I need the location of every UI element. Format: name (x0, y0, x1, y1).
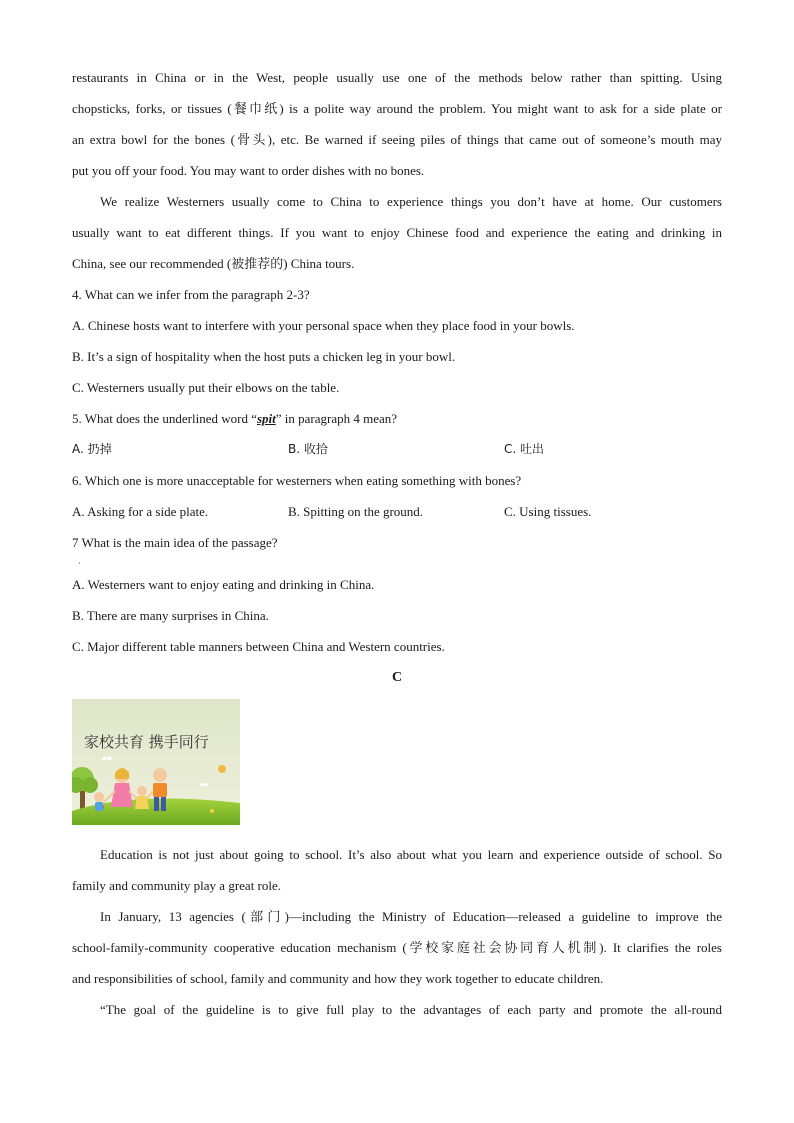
document-page (72, 62, 722, 1025)
option-c: C. Using tissues. (504, 504, 592, 519)
question-stem: 4. What can we infer from the paragraph 2-3? (72, 287, 310, 302)
text-line: put you off your food. You may want to order dishes with no bones. (72, 163, 425, 178)
stem-text-after: ” in paragraph 4 mean? (275, 411, 398, 426)
option-a: A. 扔掉 (72, 442, 112, 456)
option-b: B. Spitting on the ground. (288, 504, 424, 519)
question-7 (72, 527, 722, 662)
text-line: In January, 13 agencies (部门)—including the Ministry of Education—released a guideline to improve the (100, 909, 722, 924)
text-line: restaurants in China or in the West, people usually use one of the methods below rather than spitting. Using (72, 70, 722, 85)
underlined-word: spit (256, 411, 276, 426)
question-6 (72, 465, 722, 527)
option-b: B. It’s a sign of hospitality when the host puts a chicken leg in your bowl. (72, 349, 456, 364)
text-line: an extra bowl for the bones (骨头), etc. Be warned if seeing piles of things that came out of someone’s mouth may (72, 132, 722, 147)
text-line: China, see our recommended (被推荐的) China tours. (72, 256, 355, 271)
options-row (72, 434, 722, 465)
stem-text-before: 5. What does the underlined word “ (72, 411, 257, 426)
option-a: A. Chinese hosts want to interfere with your personal space when they place food in your bowls. (72, 318, 575, 333)
text-line: family and community play a great role. (72, 878, 282, 893)
option-c: C. Major different table manners between China and Western countries. (72, 639, 445, 654)
options-row (72, 496, 722, 527)
option-c: C. Westerners usually put their elbows on the table. (72, 380, 340, 395)
passage-c-paragraph-3 (72, 994, 722, 1025)
passage-b-paragraph-2 (72, 186, 722, 279)
text-line: usually want to eat different things. If you want to enjoy Chinese food and experience the eating and drinking in (72, 225, 722, 240)
text-line: We realize Westerners usually come to China to experience things you don’t have at home. Our customers (100, 194, 722, 209)
passage-c-paragraph-1 (72, 839, 722, 901)
text-line: chopsticks, forks, or tissues (餐巾纸) is a polite way around the problem. You might want to ask for a side plate or (72, 101, 722, 116)
option-a: A. Westerners want to enjoy eating and drinking in China. (72, 577, 375, 592)
question-stem: 6. Which one is more unacceptable for westerners when eating something with bones? (72, 473, 522, 488)
question-stem (72, 403, 722, 434)
option-b: B. 收拾 (288, 442, 328, 456)
text-line: “The goal of the guideline is to give full play to the advantages of each party and promote the all-round (100, 1002, 722, 1017)
question-5 (72, 403, 722, 465)
text-line: Education is not just about going to school. It’s also about what you learn and experience outside of school. So (100, 847, 722, 862)
stray-dot: · (78, 559, 81, 568)
question-4 (72, 279, 722, 403)
text-line: and responsibilities of school, family and community and how they work together to educate children. (72, 971, 604, 986)
question-stem: 7 What is the main idea of the passage? (72, 535, 278, 550)
section-heading: C (391, 670, 403, 685)
option-a: A. Asking for a side plate. (72, 504, 209, 519)
option-b: B. There are many surprises in China. (72, 608, 269, 623)
passage-b-paragraph-1 (72, 62, 722, 186)
illustration-caption: 家校共育 携手同行 (84, 733, 209, 751)
text-line: school-family-community cooperative education mechanism (学校家庭社会协同育人机制). It clarifies the roles (72, 940, 722, 955)
family-school-illustration (72, 699, 240, 825)
option-c: C. 吐出 (504, 442, 545, 456)
passage-c-paragraph-2 (72, 901, 722, 994)
